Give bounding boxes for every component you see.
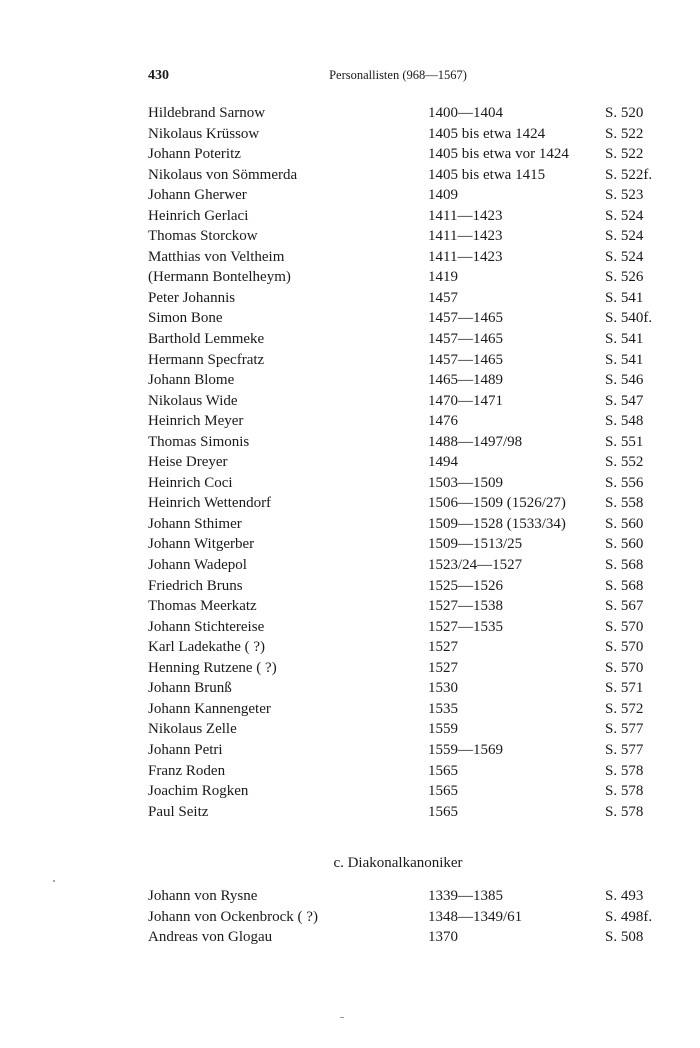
person-name: Thomas Storckow (148, 228, 258, 245)
list-item (148, 907, 668, 928)
list-item (148, 637, 668, 658)
page-number: 430 (148, 68, 169, 83)
list-item (148, 617, 668, 638)
page-reference: S. 524 (605, 207, 644, 224)
tenure-years: 1419 (428, 269, 458, 286)
person-name: Matthias von Veltheim (148, 248, 285, 265)
tenure-years: 1457—1465 (428, 351, 503, 368)
print-mark (340, 1017, 344, 1018)
page-reference: S. 568 (605, 557, 644, 574)
page-reference: S. 571 (605, 680, 644, 697)
person-name: Heinrich Meyer (148, 413, 244, 430)
tenure-years: 1476 (428, 413, 458, 430)
tenure-years: 1400—1404 (428, 105, 503, 121)
list-item (148, 247, 668, 268)
list-item (148, 329, 668, 350)
page-reference: S. 541 (605, 331, 644, 348)
tenure-years: 1527—1535 (428, 618, 503, 635)
list-item (148, 165, 668, 186)
page-reference: S. 522 (605, 125, 644, 142)
tenure-years: 1405 bis etwa vor 1424 (428, 146, 569, 163)
running-title: Personallisten (968—1567) (329, 68, 467, 82)
person-name: Heinrich Coci (148, 474, 233, 491)
tenure-years: 1370 (428, 929, 458, 946)
tenure-years: 1525—1526 (428, 577, 503, 594)
list-item (148, 699, 668, 720)
tenure-years: 1523/24—1527 (428, 557, 523, 574)
person-name: Paul Seitz (148, 803, 209, 820)
page-header (148, 68, 648, 84)
page-reference: S. 577 (605, 741, 644, 758)
list-item (148, 432, 668, 453)
person-name: Johann Kannengeter (148, 700, 271, 717)
tenure-years: 1457—1465 (428, 310, 503, 327)
tenure-years: 1530 (428, 680, 458, 697)
list-item (148, 308, 668, 329)
list-item (148, 740, 668, 761)
page-reference: S. 570 (605, 639, 644, 656)
list-item (148, 452, 668, 473)
person-name: Nikolaus Krüssow (148, 125, 260, 142)
page-reference: S. 572 (605, 700, 644, 717)
person-name: Andreas von Glogau (148, 929, 273, 946)
person-name: Johann Blome (148, 372, 235, 389)
list-item (148, 185, 668, 206)
person-name: Barthold Lemmeke (148, 331, 265, 348)
canon-list (148, 103, 668, 822)
tenure-years: 1457—1465 (428, 331, 503, 348)
list-item (148, 719, 668, 740)
tenure-years: 1565 (428, 803, 458, 820)
list-item (148, 124, 668, 145)
list-item (148, 514, 668, 535)
page-reference: S. 578 (605, 783, 644, 800)
page-reference: S. 498f. (605, 908, 653, 925)
page-reference: S. 560 (605, 515, 644, 532)
tenure-years: 1470—1471 (428, 392, 503, 409)
person-name: Peter Johannis (148, 289, 236, 306)
person-name: Hermann Specfratz (148, 351, 265, 368)
person-name: Nikolaus Wide (148, 392, 238, 409)
person-name: Heise Dreyer (148, 454, 228, 471)
page-reference: S. 541 (605, 351, 644, 368)
page-reference: S. 551 (605, 433, 644, 450)
page-reference: S. 493 (605, 888, 644, 904)
list-item (148, 576, 668, 597)
list-item (148, 350, 668, 371)
person-name: Johann Gherwer (148, 187, 247, 204)
page-reference: S. 523 (605, 187, 644, 204)
tenure-years: 1565 (428, 762, 458, 779)
list-item (148, 206, 668, 227)
tenure-years: 1411—1423 (428, 207, 503, 224)
tenure-years: 1527 (428, 659, 458, 676)
person-name: Simon Bone (148, 310, 223, 327)
deacon-canon-list (148, 886, 668, 948)
tenure-years: 1488—1497/98 (428, 433, 523, 450)
person-name: Thomas Simonis (148, 433, 250, 450)
list-item (148, 534, 668, 555)
person-name: Heinrich Gerlaci (148, 207, 249, 224)
list-item (148, 658, 668, 679)
page-reference: S. 547 (605, 392, 644, 409)
list-item (148, 288, 668, 309)
person-name: Nikolaus Zelle (148, 721, 237, 738)
section-heading: c. Diakonalkanoniker (333, 855, 463, 871)
tenure-years: 1339—1385 (428, 888, 503, 904)
list-item (148, 391, 668, 412)
page-reference: S. 508 (605, 929, 644, 946)
person-name: Thomas Meerkatz (148, 598, 257, 615)
page-reference: S. 558 (605, 495, 644, 512)
page-reference: S. 577 (605, 721, 644, 738)
list-item (148, 493, 668, 514)
page-reference: S. 524 (605, 228, 644, 245)
person-name: Heinrich Wettendorf (148, 495, 272, 512)
page-reference: S. 560 (605, 536, 644, 553)
tenure-years: 1559 (428, 721, 458, 738)
page-reference: S. 568 (605, 577, 644, 594)
tenure-years: 1409 (428, 187, 458, 204)
tenure-years: 1527 (428, 639, 458, 656)
person-name: Johann Poteritz (148, 146, 241, 163)
tenure-years: 1565 (428, 783, 458, 800)
tenure-years: 1494 (428, 454, 458, 471)
tenure-years: 1509—1528 (1533/34) (428, 515, 566, 532)
list-item (148, 411, 668, 432)
person-name: Hildebrand Sarnow (148, 105, 266, 121)
list-item (148, 144, 668, 165)
person-name: Joachim Rogken (148, 783, 249, 800)
page-reference: S. 548 (605, 413, 644, 430)
list-item (148, 678, 668, 699)
person-name: Johann Stichtereise (148, 618, 265, 635)
page-reference: S. 520 (605, 105, 644, 121)
list-item (148, 370, 668, 391)
tenure-years: 1503—1509 (428, 474, 503, 491)
page-reference: S. 556 (605, 474, 644, 491)
list-item (148, 473, 668, 494)
tenure-years: 1457 (428, 289, 458, 306)
list-item (148, 267, 668, 288)
person-name: Johann Sthimer (148, 515, 242, 532)
page-reference: S. 526 (605, 269, 644, 286)
tenure-years: 1405 bis etwa 1415 (428, 166, 546, 183)
page-reference: S. 546 (605, 372, 644, 389)
person-name: Friedrich Bruns (148, 577, 243, 594)
page-reference: S. 524 (605, 248, 644, 265)
tenure-years: 1535 (428, 700, 458, 717)
tenure-years: 1509—1513/25 (428, 536, 523, 553)
person-name: Johann von Rysne (148, 888, 258, 904)
tenure-years: 1411—1423 (428, 248, 503, 265)
print-speck (53, 880, 55, 882)
tenure-years: 1506—1509 (1526/27) (428, 495, 566, 512)
person-name: Johann Brunß (148, 680, 232, 697)
person-name: Henning Rutzene ( ?) (148, 659, 277, 676)
page-reference: S. 541 (605, 289, 644, 306)
page-reference: S. 578 (605, 762, 644, 779)
person-name: Nikolaus von Sömmerda (148, 166, 298, 183)
person-name: Johann Petri (148, 741, 223, 758)
page-reference: S. 552 (605, 454, 644, 471)
tenure-years: 1465—1489 (428, 372, 503, 389)
person-name: Johann Wadepol (148, 557, 247, 574)
person-name: Johann Witgerber (148, 536, 255, 553)
tenure-years: 1348—1349/61 (428, 908, 523, 925)
list-item (148, 886, 668, 907)
page-reference: S. 540f. (605, 310, 653, 327)
tenure-years: 1405 bis etwa 1424 (428, 125, 546, 142)
page-reference: S. 522 (605, 146, 644, 163)
list-item (148, 927, 668, 948)
list-item (148, 103, 668, 124)
list-item (148, 596, 668, 617)
page-reference: S. 522f. (605, 166, 653, 183)
tenure-years: 1527—1538 (428, 598, 503, 615)
page-reference: S. 570 (605, 659, 644, 676)
page-reference: S. 567 (605, 598, 644, 615)
list-item (148, 555, 668, 576)
page-reference: S. 578 (605, 803, 644, 820)
list-item (148, 802, 668, 823)
list-item (148, 781, 668, 802)
person-name: (Hermann Bontelheym) (148, 269, 291, 286)
tenure-years: 1411—1423 (428, 228, 503, 245)
person-name: Johann von Ockenbrock ( ?) (148, 908, 318, 925)
person-name: Karl Ladekathe ( ?) (148, 639, 266, 656)
page-reference: S. 570 (605, 618, 644, 635)
list-item (148, 226, 668, 247)
person-name: Franz Roden (148, 762, 226, 779)
list-item (148, 761, 668, 782)
tenure-years: 1559—1569 (428, 741, 503, 758)
